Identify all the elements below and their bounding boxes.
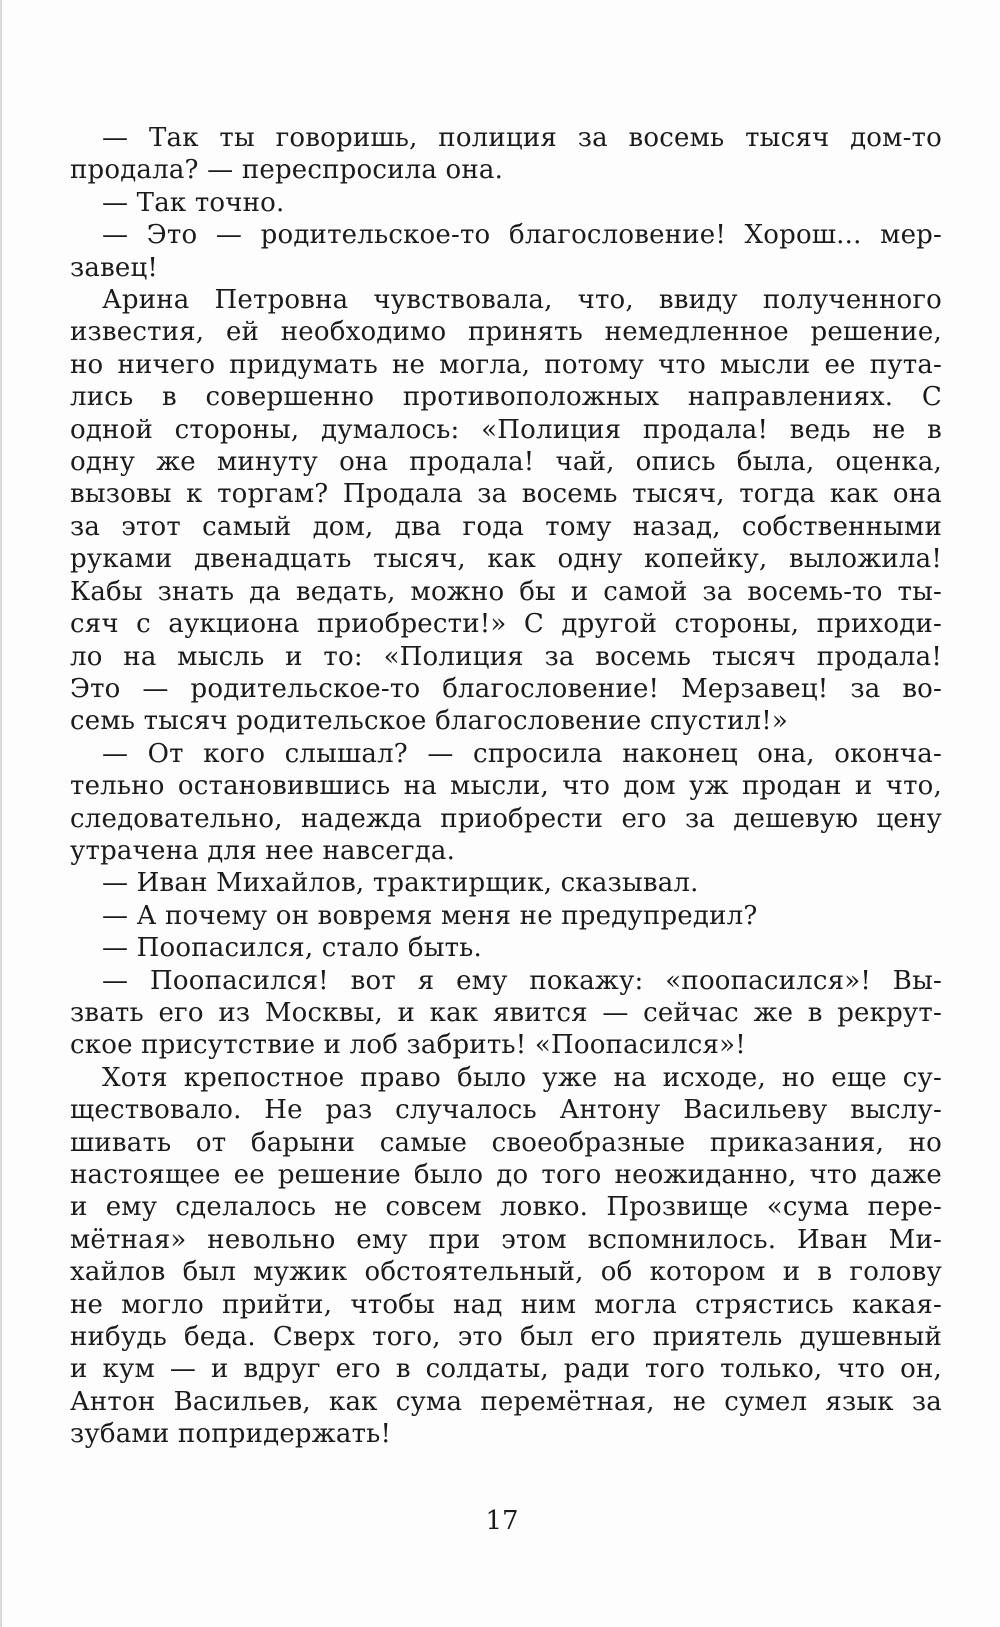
text-line: сяч с аукциона приобрести!» С другой стороны, приходи-	[70, 609, 942, 640]
text-line: известия, ей необходимо принять немедленное решение,	[70, 317, 942, 348]
text-line: — А почему он вовремя меня не предупредил?	[102, 900, 758, 931]
text-line: не могло прийти, чтобы над ним могла стрястись какая-	[70, 1289, 942, 1320]
text-line: ществовало. Не раз случалось Антону Васильеву выслу-	[70, 1095, 942, 1126]
text-line: руками двенадцать тысяч, как одну копейку, выложила!	[70, 544, 942, 575]
text-line: ское присутствие и лоб забрить! «Поопасился»!	[70, 1030, 746, 1061]
text-line: тельно остановившись на мысли, что дом уж продан и что,	[70, 771, 942, 802]
text-line: Антон Васильев, как сума перемётная, не сумел язык за	[70, 1386, 942, 1417]
text-line: Хотя крепостное право было уже на исходе, но еще су-	[102, 1062, 942, 1093]
text-line: — Поопасился! вот я ему покажу: «поопасился»! Вы-	[102, 965, 942, 996]
text-line: одну же минуту она продала! чай, опись была, оценка,	[70, 447, 942, 478]
text-line: семь тысяч родительское благословение спустил!»	[70, 706, 789, 737]
text-line: вызовы к торгам? Продала за восемь тысяч, тогда как она	[70, 479, 942, 510]
text-line: и кум — и вдруг его в солдаты, ради того только, что он,	[70, 1354, 942, 1385]
body-text	[70, 122, 942, 1451]
text-line: продала? — переспросила она.	[70, 155, 504, 186]
text-line: Кабы знать да ведать, можно бы и самой за восемь-то ты-	[70, 576, 942, 607]
text-line: следовательно, надежда приобрести его за дешевую цену	[70, 803, 942, 834]
text-line: и ему сделалось не совсем ловко. Прозвище «сума пере-	[70, 1192, 942, 1223]
text-line: лись в совершенно противоположных направлениях. С	[70, 382, 942, 413]
text-line: Арина Петровна чувствовала, что, ввиду полученного	[102, 285, 942, 316]
text-line: зубами попридержать!	[70, 1419, 392, 1450]
text-line: шивать от барыни самые своеобразные приказания, но	[70, 1127, 942, 1158]
text-line: ло на мысль и то: «Полиция за восемь тысяч продала!	[70, 641, 942, 672]
text-line: одной стороны, думалось: «Полиция продала! ведь не в	[70, 414, 942, 445]
text-line: настоящее ее решение было до того неожиданно, что даже	[70, 1160, 942, 1190]
text-line: завец!	[70, 252, 159, 283]
text-line: мётная» невольно ему при этом вспомнилось. Иван Ми-	[70, 1224, 942, 1255]
text-line: — Так ты говоришь, полиция за восемь тысяч дом-то	[102, 123, 942, 153]
text-line: за этот самый дом, два года тому назад, собственными	[70, 511, 942, 542]
text-line: нибудь беда. Сверх того, это был его приятель душевный	[70, 1322, 942, 1353]
text-line: Это — родительское-то благословение! Мерзавец! за во-	[70, 673, 942, 704]
text-line: но ничего придумать не могла, потому что мысли ее пута-	[70, 349, 942, 380]
text-line: звать его из Москвы, и как явится — сейчас же в рекрут-	[70, 997, 942, 1028]
page-number: 17	[485, 1506, 519, 1536]
text-line: утрачена для нее навсегда.	[70, 835, 456, 866]
text-line: — Это — родительское-то благословение! Хорош... мер-	[102, 220, 942, 251]
text-line: — Иван Михайлов, трактирщик, сказывал.	[102, 868, 699, 899]
text-line: хайлов был мужик обстоятельный, об котором и в голову	[70, 1257, 942, 1288]
text-line: — От кого слышал? — спросила наконец она, оконча-	[102, 738, 942, 769]
text-line: — Поопасился, стало быть.	[102, 933, 483, 964]
text-line: — Так точно.	[102, 187, 285, 218]
